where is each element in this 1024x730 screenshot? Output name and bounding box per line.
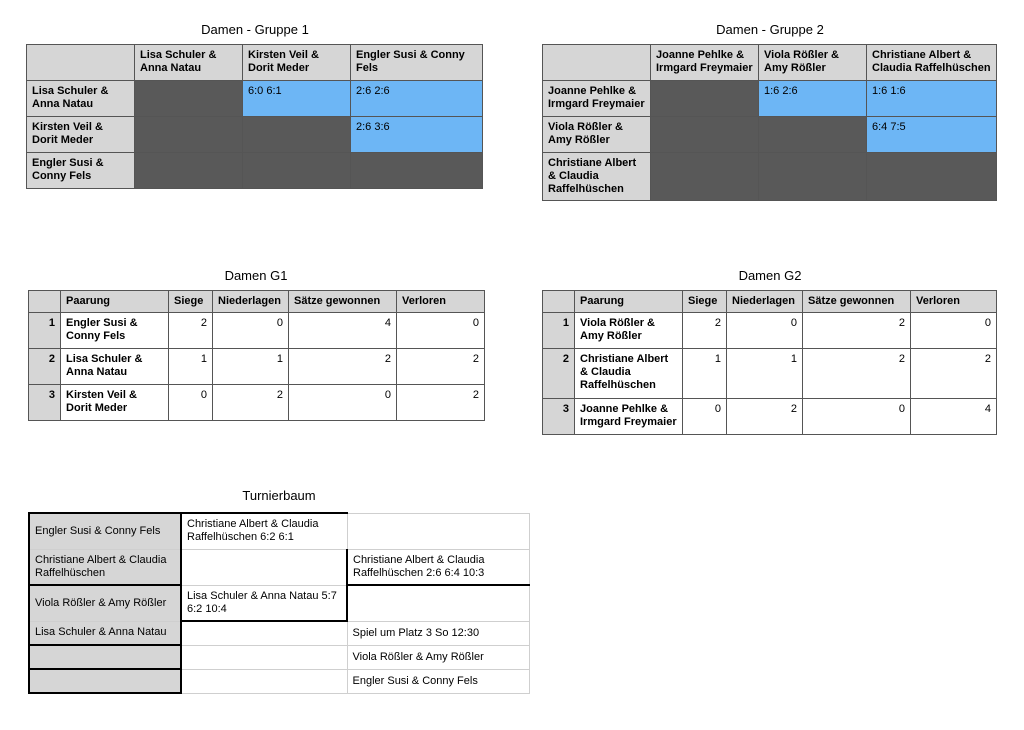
- rank-cell: 1: [543, 313, 575, 349]
- bracket-final-result: Christiane Albert & Claudia Raffelhüschen 2:6 6:4 10:3: [347, 549, 529, 585]
- score-cell: 6:0 6:1: [243, 81, 351, 117]
- team-cell: Lisa Schuler & Anna Natau: [61, 349, 169, 385]
- empty-cell: [135, 117, 243, 153]
- score-cell: 1:6 2:6: [759, 81, 867, 117]
- group2-title: Damen - Gruppe 2: [716, 22, 824, 37]
- wins-cell: 2: [169, 313, 213, 349]
- standings2-table: [542, 290, 997, 435]
- rank-cell: 1: [29, 313, 61, 349]
- bracket-seed: Engler Susi & Conny Fels: [29, 513, 181, 549]
- table-row: [29, 385, 485, 421]
- team-cell: Joanne Pehlke & Irmgard Freymaier: [575, 399, 683, 435]
- corner-cell: [543, 45, 651, 81]
- bracket-cell: [347, 585, 529, 621]
- corner-cell: [27, 45, 135, 81]
- col-header: Engler Susi & Conny Fels: [351, 45, 483, 81]
- empty-cell: [243, 117, 351, 153]
- row-header: Christiane Albert & Claudia Raffelhüschen: [543, 153, 651, 201]
- standings1-title: Damen G1: [224, 268, 288, 283]
- group1-title: Damen - Gruppe 1: [201, 22, 309, 37]
- col-header: Sätze gewonnen: [803, 291, 911, 313]
- rank-cell: 3: [543, 399, 575, 435]
- empty-cell: [135, 153, 243, 189]
- row-header: Joanne Pehlke & Irmgard Freymaier: [543, 81, 651, 117]
- empty-cell: [651, 117, 759, 153]
- table-row: [543, 399, 997, 435]
- bracket-cell: [181, 549, 347, 585]
- rank-cell: 3: [29, 385, 61, 421]
- table-row: [543, 313, 997, 349]
- wins-cell: 1: [169, 349, 213, 385]
- col-header: Niederlagen: [213, 291, 289, 313]
- bracket-seed: Lisa Schuler & Anna Natau: [29, 621, 181, 645]
- standings2-block: [542, 268, 998, 435]
- col-header: Paarung: [575, 291, 683, 313]
- col-header: Verloren: [911, 291, 997, 313]
- losses-cell: 0: [213, 313, 289, 349]
- bracket-result: Lisa Schuler & Anna Natau 5:7 6:2 10:4: [181, 585, 347, 621]
- wins-cell: 2: [683, 313, 727, 349]
- bracket-seed: Christiane Albert & Claudia Raffelhüschen: [29, 549, 181, 585]
- empty-cell: [351, 153, 483, 189]
- corner-cell: [543, 291, 575, 313]
- col-header: Kirsten Veil & Dorit Meder: [243, 45, 351, 81]
- bracket-cell: [347, 513, 529, 549]
- sets-lost-cell: 0: [911, 313, 997, 349]
- team-cell: Christiane Albert & Claudia Raffelhüschen: [575, 349, 683, 399]
- sets-won-cell: 4: [289, 313, 397, 349]
- col-header: Christiane Albert & Claudia Raffelhüschen: [867, 45, 997, 81]
- table-row: [29, 349, 485, 385]
- bracket-seed: Viola Rößler & Amy Rößler: [29, 585, 181, 621]
- sets-won-cell: 2: [803, 313, 911, 349]
- sets-won-cell: 0: [803, 399, 911, 435]
- group2-block: [542, 22, 998, 201]
- standings1-table: [28, 290, 485, 421]
- sets-lost-cell: 0: [397, 313, 485, 349]
- sets-lost-cell: 2: [397, 385, 485, 421]
- corner-cell: [29, 291, 61, 313]
- wins-cell: 1: [683, 349, 727, 399]
- rank-cell: 2: [543, 349, 575, 399]
- sets-won-cell: 2: [289, 349, 397, 385]
- team-cell: Viola Rößler & Amy Rößler: [575, 313, 683, 349]
- score-cell: 2:6 3:6: [351, 117, 483, 153]
- row-header: Engler Susi & Conny Fels: [27, 153, 135, 189]
- row-header: Kirsten Veil & Dorit Meder: [27, 117, 135, 153]
- sets-lost-cell: 4: [911, 399, 997, 435]
- col-header: Niederlagen: [727, 291, 803, 313]
- standings2-title: Damen G2: [738, 268, 802, 283]
- col-header: Siege: [169, 291, 213, 313]
- bracket-cell: [181, 621, 347, 645]
- bracket-seed-empty: [29, 669, 181, 693]
- sets-lost-cell: 2: [397, 349, 485, 385]
- group1-block: [26, 22, 484, 189]
- table-row: [29, 313, 485, 349]
- group1-table: [26, 44, 483, 189]
- losses-cell: 2: [213, 385, 289, 421]
- col-header: Joanne Pehlke & Irmgard Freymaier: [651, 45, 759, 81]
- group2-table: [542, 44, 997, 201]
- score-cell: 2:6 2:6: [351, 81, 483, 117]
- team-cell: Engler Susi & Conny Fels: [61, 313, 169, 349]
- sets-lost-cell: 2: [911, 349, 997, 399]
- empty-cell: [759, 117, 867, 153]
- standings1-block: [28, 268, 485, 421]
- losses-cell: 2: [727, 399, 803, 435]
- empty-cell: [867, 153, 997, 201]
- losses-cell: 0: [727, 313, 803, 349]
- score-cell: 6:4 7:5: [867, 117, 997, 153]
- bracket-third-place-team: Engler Susi & Conny Fels: [347, 669, 529, 693]
- losses-cell: 1: [213, 349, 289, 385]
- bracket-third-place: Spiel um Platz 3 So 12:30: [347, 621, 529, 645]
- row-header: Viola Rößler & Amy Rößler: [543, 117, 651, 153]
- bracket-cell: [181, 645, 347, 669]
- col-header: Lisa Schuler & Anna Natau: [135, 45, 243, 81]
- wins-cell: 0: [169, 385, 213, 421]
- team-cell: Kirsten Veil & Dorit Meder: [61, 385, 169, 421]
- wins-cell: 0: [683, 399, 727, 435]
- col-header: Verloren: [397, 291, 485, 313]
- empty-cell: [651, 153, 759, 201]
- bracket-result: Christiane Albert & Claudia Raffelhüschen 6:2 6:1: [181, 513, 347, 549]
- empty-cell: [651, 81, 759, 117]
- losses-cell: 1: [727, 349, 803, 399]
- rank-cell: 2: [29, 349, 61, 385]
- sets-won-cell: 0: [289, 385, 397, 421]
- bracket-block: [28, 488, 530, 694]
- score-cell: 1:6 1:6: [867, 81, 997, 117]
- empty-cell: [243, 153, 351, 189]
- table-row: [543, 349, 997, 399]
- bracket-title: Turnierbaum: [242, 488, 316, 503]
- col-header: Sätze gewonnen: [289, 291, 397, 313]
- empty-cell: [135, 81, 243, 117]
- col-header: Siege: [683, 291, 727, 313]
- bracket-table: [28, 512, 530, 694]
- bracket-seed-empty: [29, 645, 181, 669]
- empty-cell: [759, 153, 867, 201]
- bracket-third-place-team: Viola Rößler & Amy Rößler: [347, 645, 529, 669]
- col-header: Viola Rößler & Amy Rößler: [759, 45, 867, 81]
- col-header: Paarung: [61, 291, 169, 313]
- row-header: Lisa Schuler & Anna Natau: [27, 81, 135, 117]
- bracket-cell: [181, 669, 347, 693]
- sets-won-cell: 2: [803, 349, 911, 399]
